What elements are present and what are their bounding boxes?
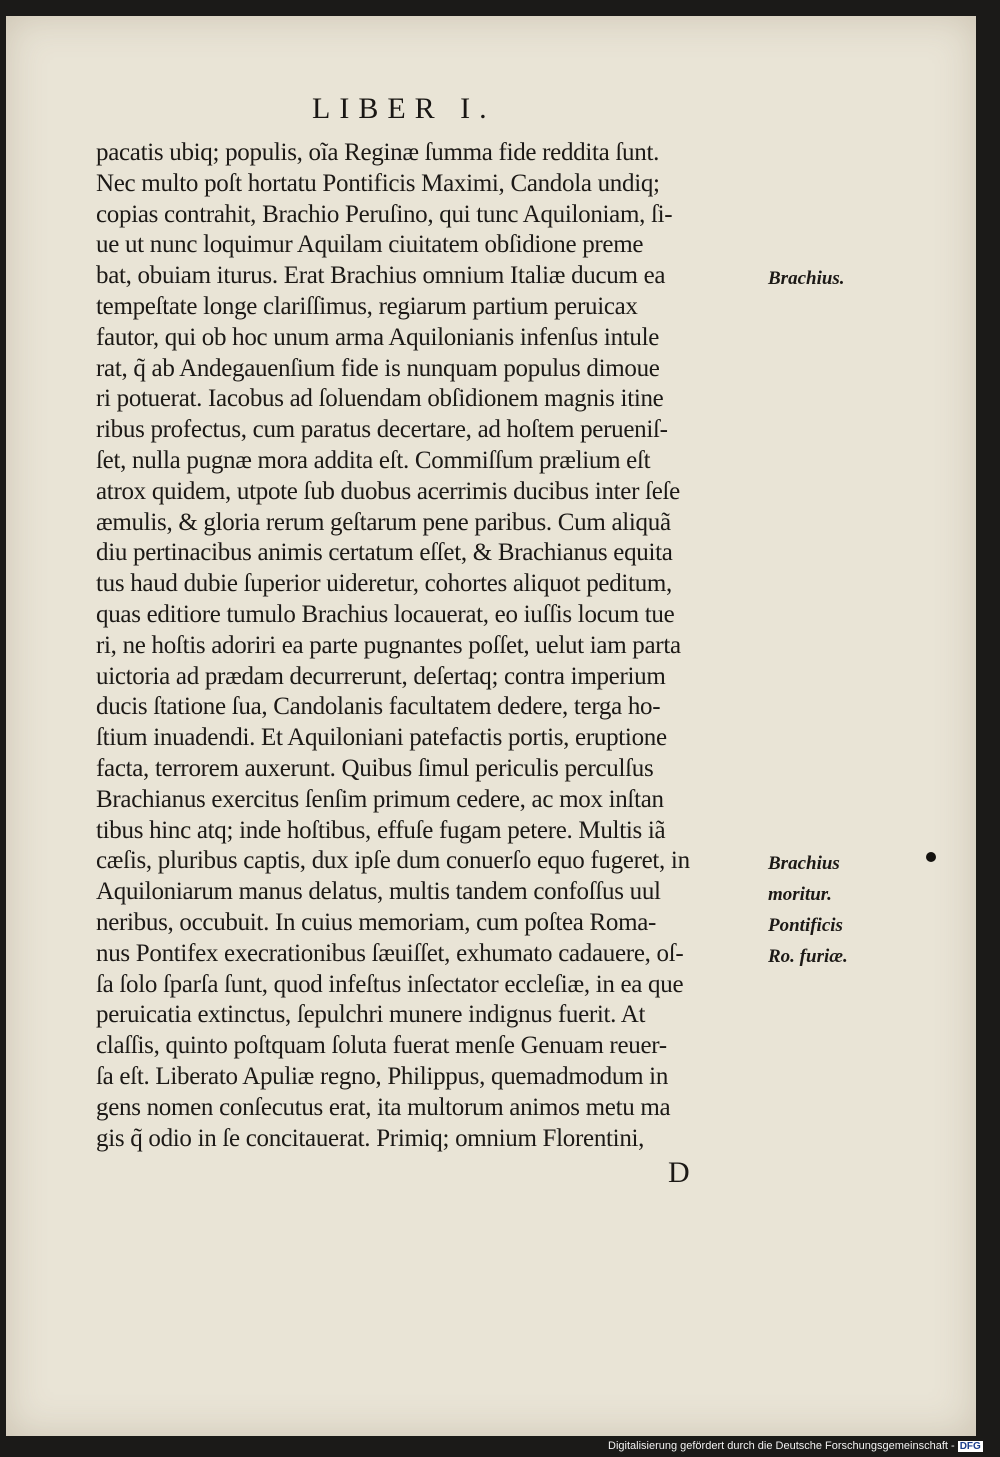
text-line: ri potuerat. Iacobus ad ſoluendam obſidionem magnis itine [96,385,664,413]
text-line: Nec multo poſt hortatu Pontificis Maximi, Candola undiq; [96,169,660,197]
text-line: neribus, occubuit. In cuius memoriam, cum poſtea Roma- [96,908,657,936]
text-line: ribus profectus, cum paratus decertare, ad hoſtem perueniſ- [96,416,668,444]
text-line: tus haud dubie ſuperior uideretur, cohortes aliquot peditum, [96,570,672,598]
text-line: ſa eſt. Liberato Apuliæ regno, Philippus, quemadmodum in [96,1062,669,1090]
text-line: diu pertinacibus animis certatum eſſet, & Brachianus equita [96,539,673,567]
text-line: ue ut nunc loquimur Aquilam ciuitatem obſidione preme [96,231,644,259]
text-line: Aquiloniarum manus delatus, multis tandem confoſſus uul [96,878,661,906]
marginal-note: moritur. [768,884,832,906]
text-line: gens nomen conſecutus erat, ita multorum animos metu ma [96,1093,671,1121]
footer-text: Digitalisierung gefördert durch die Deutsche Forschungsgemeinschaft - [608,1440,955,1452]
text-line: pacatis ubiq; populis, oĩa Reginæ ſumma fide reddita ſunt. [96,139,660,166]
marginal-note: Pontificis [768,915,843,936]
text-line: gis q̃ odio in ſe concitauerat. Primiq; omnium Florentini, [96,1124,645,1152]
text-line: ſa ſolo ſparſa ſunt, quod infeſtus inſectator eccleſiæ, in ea que [96,970,684,998]
marginal-note: Brachius [768,853,840,875]
body-text [96,138,771,1154]
text-line: claſſis, quinto poſtquam ſoluta fuerat menſe Genuam reuer- [96,1032,667,1060]
text-line: ri, ne hoſtis adoriri ea parte pugnantes poſſet, uelut iam parta [96,631,681,659]
text-line: rat, q̃ ab Andegauenſium fide is nunquam populus dimoue [96,354,660,382]
text-line: ſtium inuadendi. Et Aquiloniani patefactis portis, eruptione [96,724,667,752]
text-line: atrox quidem, utpote ſub duobus acerrimis ducibus inter ſeſe [96,477,680,505]
text-line: facta, terrorem auxerunt. Quibus ſimul periculis perculſus [96,754,654,782]
text-line: ſet, nulla pugnæ mora addita eſt. Commiſſum prælium eſt [96,446,651,474]
text-line: nus Pontifex execrationibus ſæuiſſet, exhumato cadauere, oſ- [96,939,684,967]
footer-credit [608,1440,983,1452]
text-line: copias contrahit, Brachio Peruſino, qui tunc Aquiloniam, ſi- [96,200,673,228]
marginal-note: Brachius. [768,268,845,290]
text-line: cæſis, pluribus captis, dux ipſe dum conuerſo equo fugeret, in [96,847,690,875]
text-line: peruicatia extinctus, ſepulchri munere indignus fuerit. At [96,1001,646,1029]
text-line: tibus hinc atq; inde hoſtibus, effuſe fugam petere. Multis iã [96,816,666,844]
running-head: LIBER I. [312,92,496,125]
text-line: Brachianus exercitus ſenſim primum cedere, ac mox inſtan [96,785,664,813]
text-line: tempeſtate longe clariſſimus, regiarum partium peruicax [96,292,638,320]
text-line: ducis ſtatione ſua, Candolanis facultatem dedere, terga ho- [96,693,661,721]
text-line: fautor, qui ob hoc unum arma Aquilonianis infenſus intule [96,323,660,351]
text-line: quas editiore tumulo Brachius locauerat, eo iuſſis locum tue [96,600,675,628]
text-line: æmulis, & gloria rerum geſtarum pene paribus. Cum aliquã [96,508,671,536]
text-line: bat, obuiam iturus. Erat Brachius omnium Italiæ ducum ea [96,262,666,290]
dfg-logo: DFG [959,1441,981,1452]
signature-mark: D [668,1156,690,1189]
text-line: uictoria ad prædam decurrerunt, deſertaq; contra imperium [96,662,666,690]
ink-dot [926,852,936,862]
marginal-note: Ro. furiæ. [768,945,848,967]
